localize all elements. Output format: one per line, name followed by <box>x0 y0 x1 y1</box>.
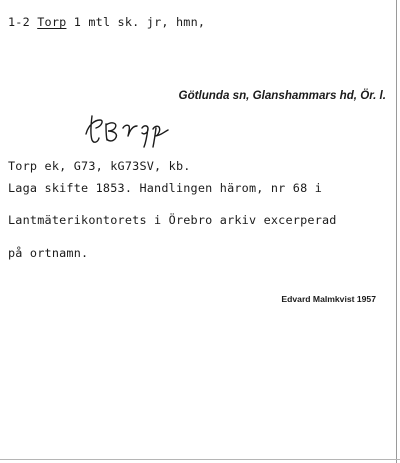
text-line-2: Laga skifte 1853. Handlingen härom, nr 68 i <box>8 181 322 195</box>
text-line-1: Torp ek, G73, kG73SV, kb. <box>8 159 191 173</box>
card-right-edge <box>396 0 397 463</box>
text-line-4: på ortnamn. <box>8 246 89 260</box>
signature-stamp: Edvard Malmkvist 1957 <box>281 294 376 304</box>
text-line-3: Lantmäterikontorets i Örebro arkiv excerperad <box>8 213 337 227</box>
header-line <box>8 15 205 29</box>
header-place-name: Torp <box>37 15 67 29</box>
handwritten-word <box>84 112 174 148</box>
header-rest: 1 mtl sk. jr, hmn, <box>66 15 206 29</box>
header-prefix: 1-2 <box>8 15 38 29</box>
card-bottom-edge <box>0 459 400 460</box>
location-stamp: Götlunda sn, Glanshammars hd, Ör. l. <box>178 89 386 102</box>
